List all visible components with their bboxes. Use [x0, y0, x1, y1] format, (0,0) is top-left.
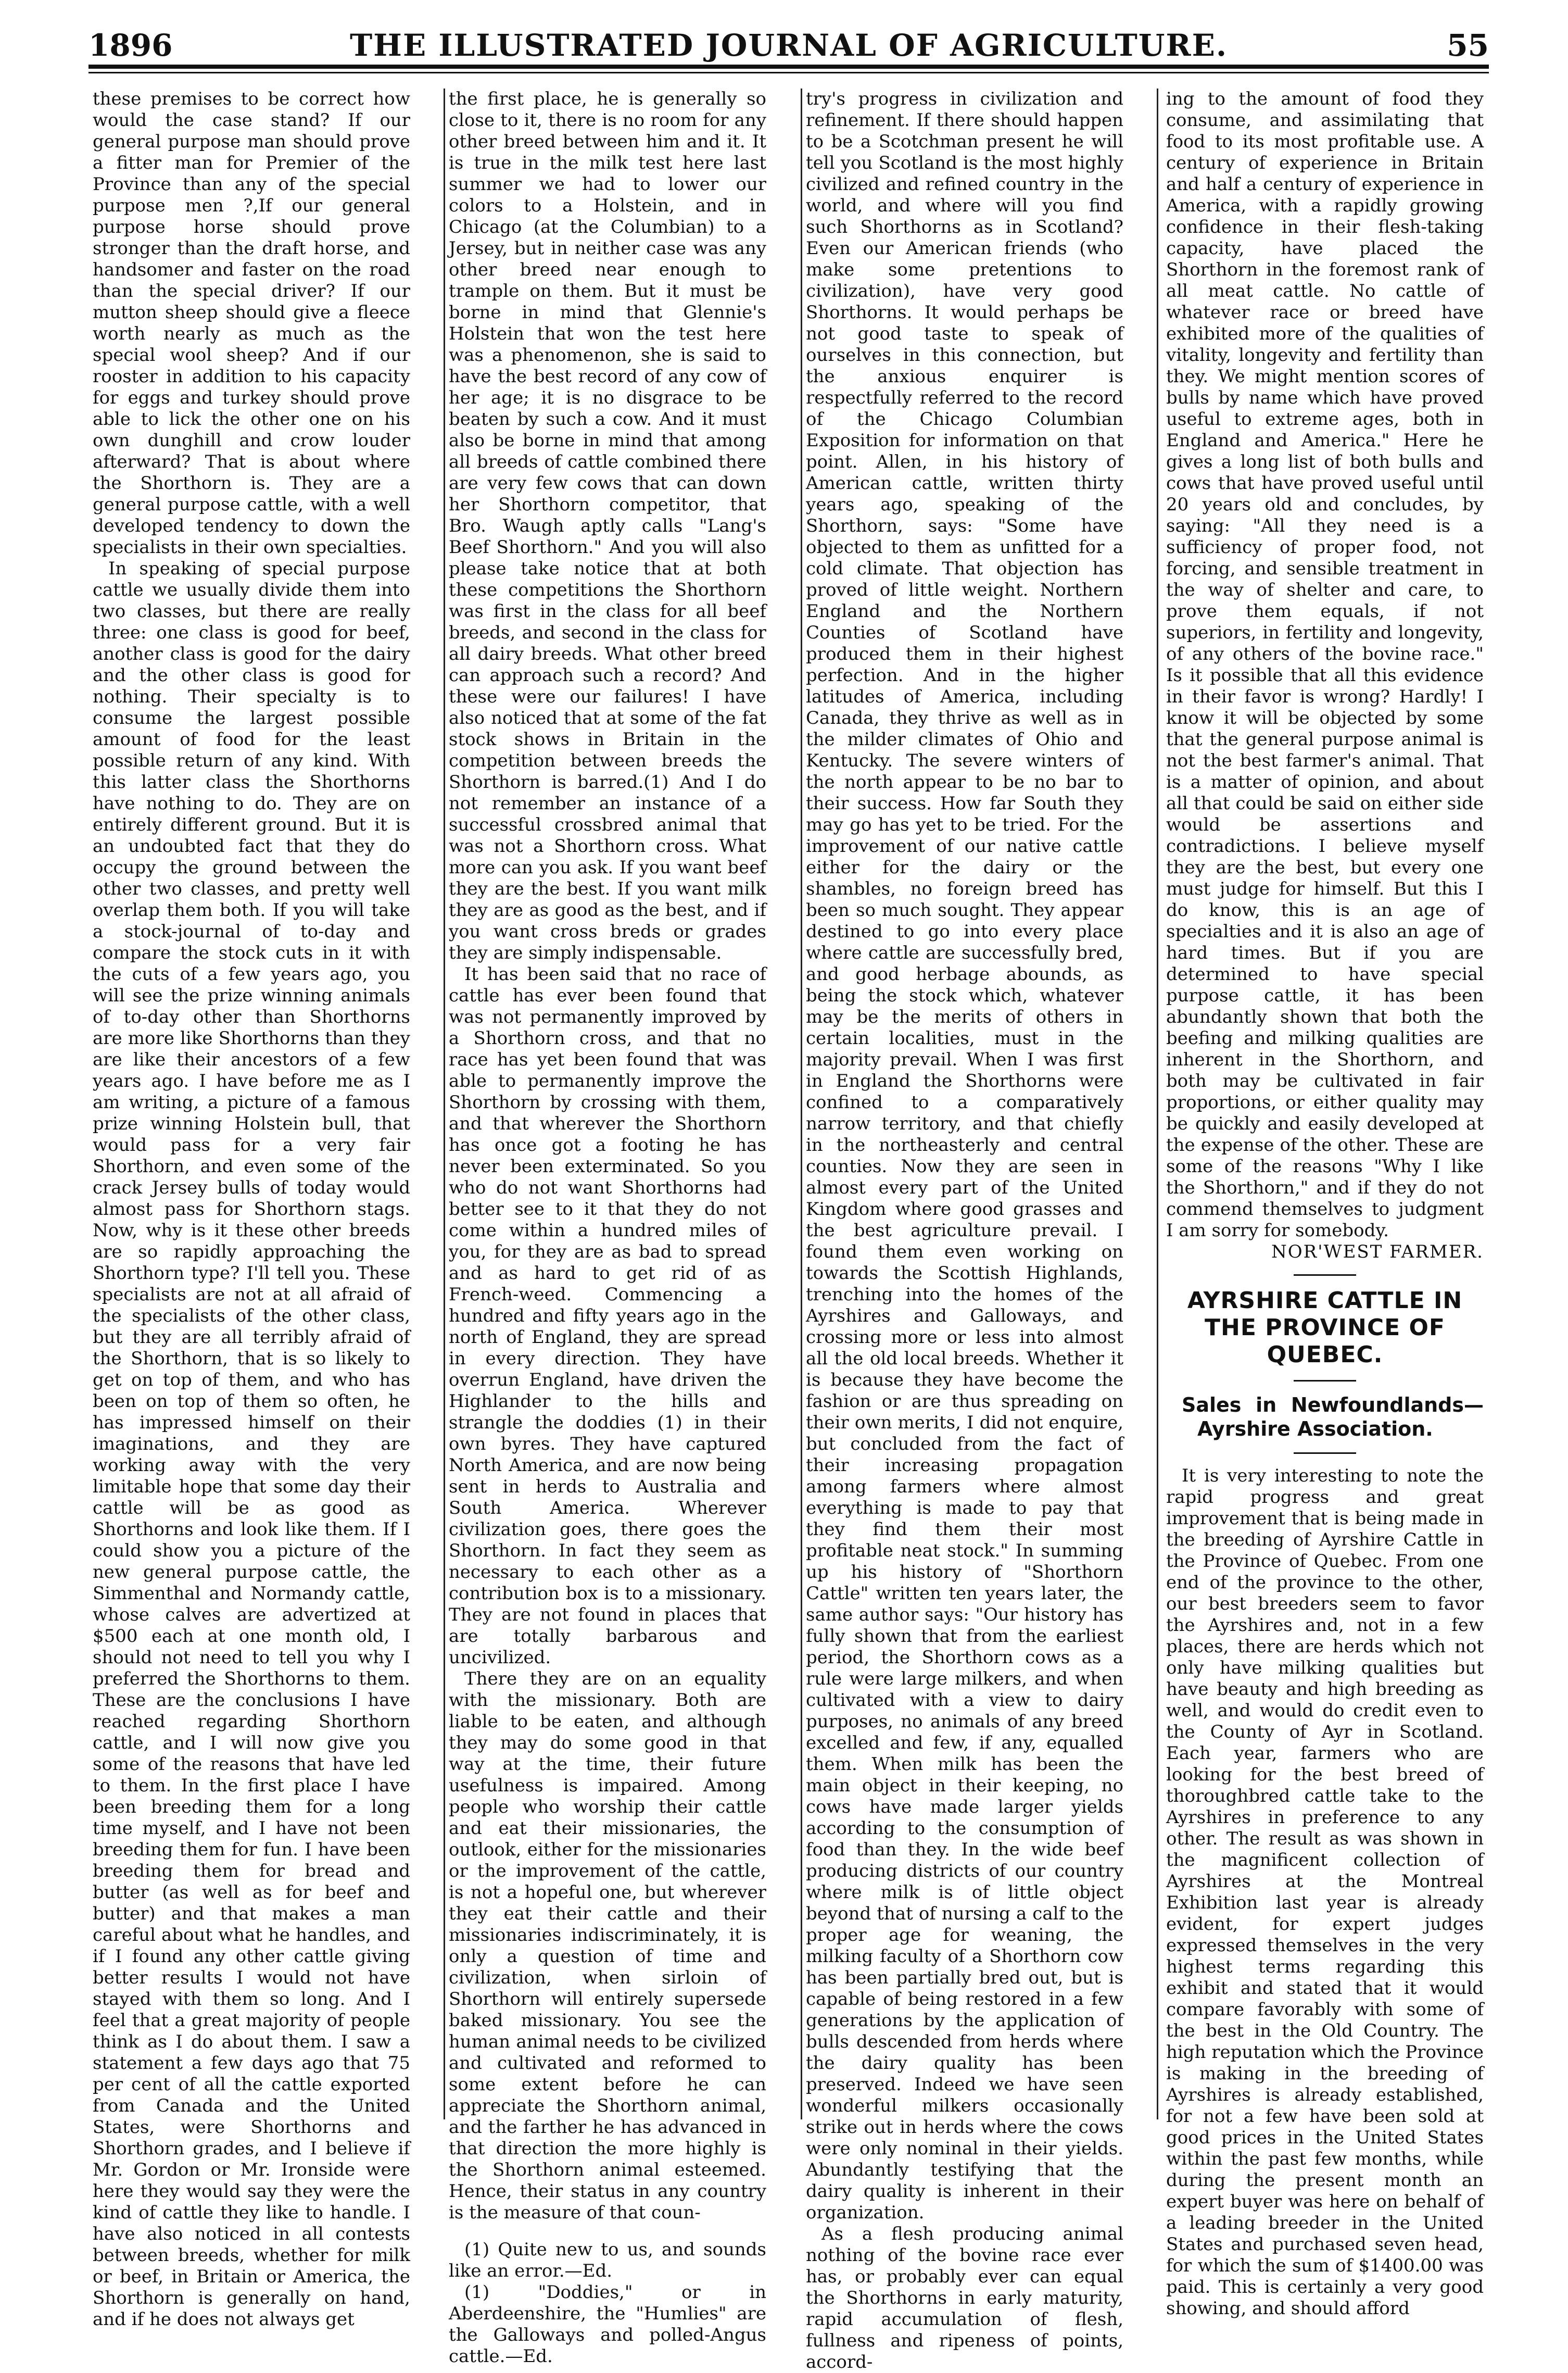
header-rule-thick [88, 65, 1489, 69]
col4-paragraph-2: It is very interesting to note the rapid progress and great improvement that is being made in the breeding of Ayrshire Cattle in the Province of Quebec. From one end of the province to the other, our best breeders seem to favor the Ayrshires and, not in a few places, there are herds which not only have milking qualities but have beauty and high breeding as well, and would do credit even to the County of Ayr in Scotland. Each year, farmers who are looking for the best breed of thoroughbred cattle take to the Ayrshires in preference to any other. The result as was shown in the magnificent collection of Ayrshires at the Montreal Exhibition last year is already evident, for expert judges expressed themselves in the very highest terms regarding this exhibit and stated that it would compare favorably with some of the best in the Old Country. The high reputation which the Province is making in the breeding of Ayrshires is already established, for not a few have been sold at good prices in the United States within the past few months, while during the present month an expert buyer was here on behalf of a leading breeder in the United States and purchased seven head, for which the sum of $1400.00 was paid. This is certainly a very good showing, and should afford [1166, 1465, 1484, 2319]
col1-paragraph-2: In speaking of special purpose cattle we usually divide them into two classes, but there are really three: one class is good for beef, another class is good for the dairy and the other class is good for nothing. Their specialty is to consume the largest possible amount of food for the least possible return of any kind. With this latter class the Shorthorns have nothing to do. They are on entirely different ground. But it is an undoubted fact that they do occupy the ground between the other two classes, and pretty well overlap them both. If you will take a stock-journal of to-day and compare the stock cuts in it with the cuts of a few years ago, you will see the prize winning animals of to-day other than Shorthorns are more like Shorthorns than they are like their ancestors of a few years ago. I have before me as I am writing, a picture of a famous prize winning Holstein bull, that would pass for a very fair Shorthorn, and even some of the crack Jersey bulls of today would almost pass for Shorthorn stags. Now, why is it these other breeds are so rapidly approaching the Shorthorn type? I'll tell you. These specialists are not at all afraid of the specialists of the other class, but they are all terribly afraid of the Shorthorn, that is so likely to get on top of them, and who has been on top of them so often, he has impressed himself on their imaginations, and they are working away with the very limitable hope that some day their cattle will be as good as Shorthorns and look like them. If I could show you a picture of the new general purpose cattle, the Simmenthal and Normandy cattle, whose calves are advertized at $500 each at one month old, I should not need to tell you why I preferred the Shorthorns to them. These are the conclusions I have reached regarding Shorthorn cattle, and I will now give you some of the reasons that have led to them. In the first place I have been breeding them for a long time myself, and I have not been breeding them for fun. I have been breeding them for bread and butter (as well as for beef and butter) and that makes a man careful about what he handles, and if I found any other cattle giving better results I would not have stayed with them so long. And I feel that a great majority of people think as I do about them. I saw a statement a few days ago that 75 per cent of all the cattle exported from Canada and the United States, were Shorthorns and Shorthorn grades, and I believe if Mr. Gordon or Mr. Ironside were here they would say they were the kind of cattle they like to handle. I have also noticed in all contests between breeds, whether for milk or beef, in Britain or America, the Shorthorn is generally on hand, and if he does not always get [93, 558, 410, 2330]
page-year: 1896 [88, 28, 173, 63]
journal-title: THE ILLUSTRATED JOURNAL OF AGRICULTURE. [349, 28, 1228, 63]
column-divider-3 [1157, 89, 1158, 2119]
header-rule-thin [88, 72, 1489, 73]
footnote-1: (1) Quite new to us, and sounds like an error.—Ed. [449, 2239, 766, 2281]
column-1 [93, 89, 410, 2330]
article-subheadline: Sales in Newfoundlands—Ayrshire Association. [1182, 1393, 1484, 1440]
col1-paragraph-1: these premises to be correct how would the case stand? If our general purpose man should prove a fitter man for Premier of the Province than any of the special purpose men ?,If our general purpose horse should prove stronger than the draft horse, and handsomer and faster on the road than the special driver? If our mutton sheep should give a fleece worth nearly as much as the special wool sheep? And if our rooster in addition to his capacity for eggs and turkey should prove able to lick the other one on his own dunghill and crow louder afterward? That is about where the Shorthorn is. They are a general purpose cattle, with a well developed tendency to down the specialists in their own specialties. [93, 89, 410, 558]
col2-paragraph-3: There they are on an equality with the missionary. Both are liable to be eaten, and although they may do some good in that way at the time, their future usefulness is impaired. Among people who worship their cattle and eat their missionaries, the outlook, either for the missionaries or the improvement of the cattle, is not a hopeful one, but wherever they eat their cattle and their missionaries indiscriminately, it is only a question of time and civilization, when sirloin of Shorthorn will entirely supersede baked missionary. You see the human animal needs to be civilized and cultivated and reformed to some extent before he can appreciate the Shorthorn animal, and the farther he has advanced in that direction the more highly is the Shorthorn animal esteemed. Hence, their status in any country is the measure of that coun- [449, 1668, 766, 2223]
page-number: 55 [1447, 28, 1489, 63]
col4-paragraph-1: ing to the amount of food they consume, and assimilating that food to its most profitable use. A century of experience in Britain and half a century of experience in America, with a rapidly growing confidence in their flesh-taking capacity, have placed the Shorthorn in the foremost rank of all meat cattle. No cattle of whatever race or breed have exhibited more of the qualities of vitality, longevity and fertility than they. We might mention scores of bulls by name which have proved useful to extreme ages, both in England and America." Here he gives a long list of both bulls and cows that have proved useful until 20 years old and concludes, by saying: "All they need is a sufficiency of proper food, not forcing, and sensible treatment in the way of shelter and care, to prove them equals, if not superiors, in fertility and longevity, of any others of the bovine race." Is it possible that all this evidence in their favor is wrong? Hardly! I know it will be objected by some that the general purpose animal is not the best farmer's animal. That is a matter of opinion, and about all that could be said on either side would be assertions and contradictions. I believe myself they are the best, but every one must judge for himself. But this I do know, this is an age of specialties and it is also an age of hard times. But if you are determined to have special purpose cattle, it has been abundantly shown that both the beefing and milking qualities are inherent in the Shorthorn, and both may be cultivated in fair proportions, or either quality may be quickly and easily developed at the expense of the other. These are some of the reasons "Why I like the Shorthorn," and if they do not commend themselves to judgment I am sorry for somebody. [1166, 89, 1484, 1241]
col3-paragraph-2: As a flesh producing animal nothing of the bovine race ever has, or probably ever can equal the Shorthorns in early maturity, rapid accumulation of flesh, fullness and ripeness of points, accord- [806, 2224, 1123, 2372]
subheadline-divider [1294, 1452, 1356, 1454]
page-header [88, 23, 1489, 65]
article-signature: NOR'WEST FARMER. [1271, 1241, 1484, 1262]
footnote-2: (1) "Doddies," or in Aberdeenshire, the "Humlies" are the Galloways and polled-Angus cattle.—Ed. [449, 2282, 766, 2367]
column-divider-2 [801, 89, 802, 2119]
col3-paragraph-1: try's progress in civilization and refinement. If there should happen to be a Scotchman present he will tell you Scotland is the most highly civilized and refined country in the world, and where will you find such Shorthorns as in Scotland? Even our American friends (who make some pretentions to civilization), have very good Shorthorns. It would perhaps be not good taste to speak of ourselves in this connection, but the anxious enquirer is respectfully referred to the record of the Chicago Columbian Exposition for information on that point. Allen, in his history of American cattle, written thirty years ago, speaking of the Shorthorn, says: "Some have objected to them as unfitted for a cold climate. That objection has proved of little weight. Northern England and the Northern Counties of Scotland have produced them in their highest perfection. And in the higher latitudes of America, including Canada, they thrive as well as in the milder climates of Ohio and Kentucky. The severe winters of the north appear to be no bar to their success. How far South they may go has yet to be tried. For the improvement of our native cattle either for the dairy or the shambles, no foreign breed has been so much sought. They appear destined to go into every place where cattle are successfully bred, and good herbage abounds, as being the stock which, whatever may be the merits of others in certain localities, must in the majority prevail. When I was first in England the Shorthorns were confined to a comparatively narrow territory, and that chiefly in the northeasterly and central counties. Now they are seen in almost every part of the United Kingdom where good grasses and the best agriculture prevail. I found them even working on towards the Scottish Highlands, trenching into the homes of the Ayrshires and Galloways, and crossing more or less into almost all the old local breeds. Whether it is because they have become the fashion or are thus spreading on their own merits, I did not enquire, but concluded from the fact of their increasing propagation among farmers where almost everything is made to pay that they find them their most profitable neat stock." In summing up his history of "Shorthorn Cattle" written ten years later, the same author says: "Our history has fully shown that from the earliest period, the Shorthorn cows as a rule were large milkers, and when cultivated with a view to dairy purposes, no animals of any breed excelled and few, if any, equalled them. When milk has been the main object in their keeping, no cows have made larger yields according to the consumption of food than they. In the wide beef producing districts of our country where milk is of little object beyond that of nursing a calf to the proper age for weaning, the milking faculty of a Shorthorn cow has been partially bred out, but is capable of being restored in a few generations by the application of bulls descended from herds where the dairy quality has been preserved. Indeed we have seen wonderful milkers occasionally strike out in herds where the cows were only nominal in their yields. Abundantly testifying that the dairy quality is inherent in their organization. [806, 89, 1123, 2223]
column-3 [806, 89, 1123, 2372]
section-divider [1294, 1274, 1356, 1276]
col2-paragraph-2: It has been said that no race of cattle has ever been found that was not permanently improved by a Shorthorn cross, and that no race has yet been found that was able to permanently improve the Shorthorn by crossing with them, and that wherever the Shorthorn has once got a footing he has never been exterminated. So you who do not want Shorthorns had better see to it that they do not come within a hundred miles of you, for they are as bad to spread and as hard to get rid of as French-weed. Commencing a hundred and fifty years ago in the north of England, they are spread in every direction. They have overrun England, have driven the Highlander to the hills and strangle the doddies (1) in their own byres. They have captured North America, and are now being sent in herds to Australia and South America. Wherever civilization goes, there goes the Shorthorn. In fact they seem as necessary to each other as a contribution box is to a missionary. They are not found in places that are totally barbarous and uncivilized. [449, 964, 766, 1668]
article-headline: AYRSHIRE CATTLE IN THE PROVINCE OF QUEBEC. [1187, 1287, 1463, 1368]
column-2 [449, 89, 766, 2367]
column-divider-1 [444, 89, 445, 2119]
column-4 [1166, 89, 1484, 2319]
col2-paragraph-1: the first place, he is generally so close to it, there is no room for any other breed between him and it. It is true in the milk test here last summer we had to lower our colors to a Holstein, and in Chicago (at the Columbian) to a Jersey, but in neither case was any other breed near enough to trample on them. But it must be borne in mind that Glennie's Holstein that won the test here was a phenomenon, she is said to have the best record of any cow of her age; it is no disgrace to be beaten by such a cow. And it must also be borne in mind that among all breeds of cattle combined there are very few cows that can down her Shorthorn competitor, that Bro. Waugh aptly calls "Lang's Beef Shorthorn." And you will also please take notice that at both these competitions the Shorthorn was first in the class for all beef breeds, and second in the class for all dairy breeds. What other breed can approach such a record? And these were our failures! I have also noticed that at some of the fat stock shows in Britain in the competition between breeds the Shorthorn is barred.(1) And I do not remember an instance of a successful crossbred animal that was not a Shorthorn cross. What more can you ask. If you want beef they are the best. If you want milk they are as good as the best, and if you want cross breds or grades they are simply indispensable. [449, 89, 766, 963]
headline-divider [1294, 1380, 1356, 1382]
